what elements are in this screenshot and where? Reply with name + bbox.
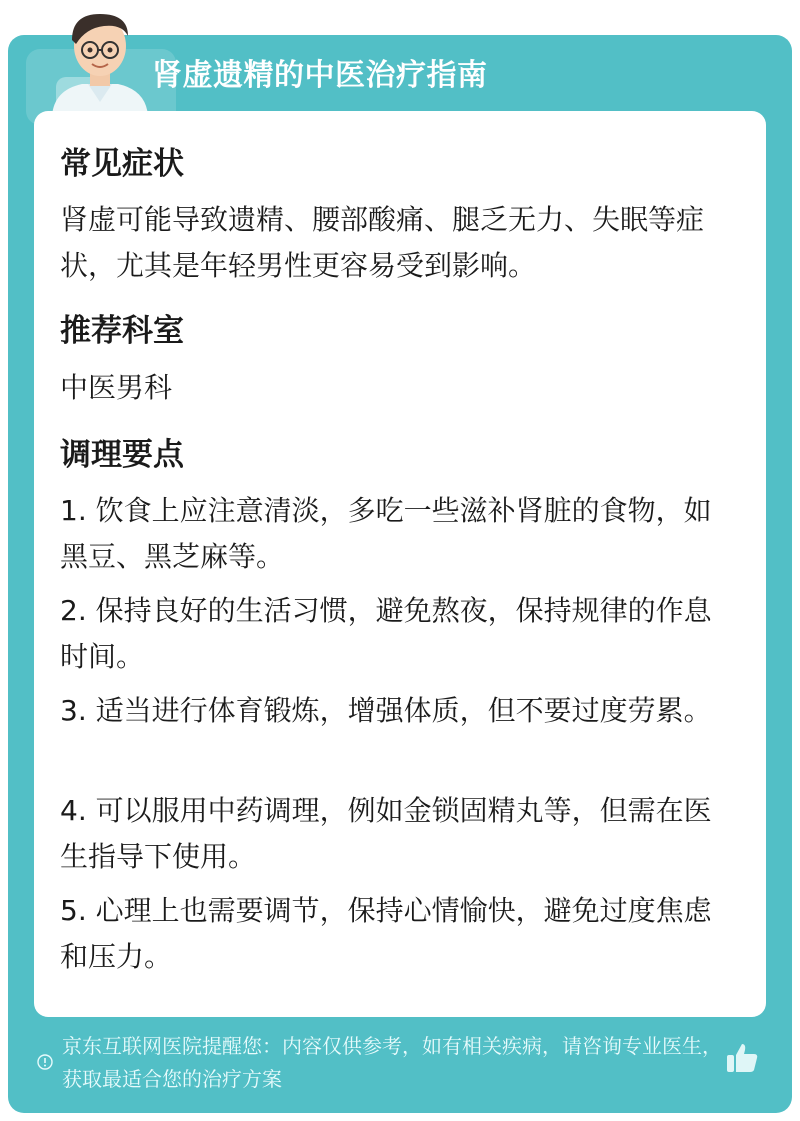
page-title: 肾虚遗精的中医治疗指南 bbox=[152, 58, 488, 93]
care-tip-2: 2. 保持良好的生活习惯，避免熬夜，保持规律的作息时间。 bbox=[60, 594, 712, 673]
disclaimer-text: 京东互联网医院提醒您：内容仅供参考，如有相关疾病，请咨询专业医生，获取最适合您的治疗方案 bbox=[62, 1034, 722, 1091]
care-tip-3: 3. 适当进行体育锻炼，增强体质，但不要过度劳累。 bbox=[60, 694, 712, 727]
care-tip-4: 4. 可以服用中药调理，例如金锁固精丸等，但需在医生指导下使用。 bbox=[60, 794, 712, 873]
symptoms-text: 肾虚可能导致遗精、腰部酸痛、腿乏无力、失眠等症状，尤其是年轻男性更容易受到影响。 bbox=[60, 203, 705, 282]
thumbs-up-icon[interactable] bbox=[724, 1040, 760, 1076]
department-text: 中医男科 bbox=[60, 371, 173, 404]
symptoms-heading: 常见症状 bbox=[60, 146, 184, 182]
care-tip-5: 5. 心理上也需要调节，保持心情愉快，避免过度焦虑和压力。 bbox=[60, 894, 712, 973]
doctor-avatar bbox=[42, 6, 158, 116]
content-card bbox=[34, 111, 766, 1017]
care-tip-1: 1. 饮食上应注意清淡，多吃一些滋补肾脏的食物，如黑豆、黑芝麻等。 bbox=[60, 494, 712, 573]
info-icon bbox=[37, 1054, 53, 1070]
department-heading: 推荐科室 bbox=[60, 313, 184, 349]
care-points-heading: 调理要点 bbox=[60, 437, 184, 473]
